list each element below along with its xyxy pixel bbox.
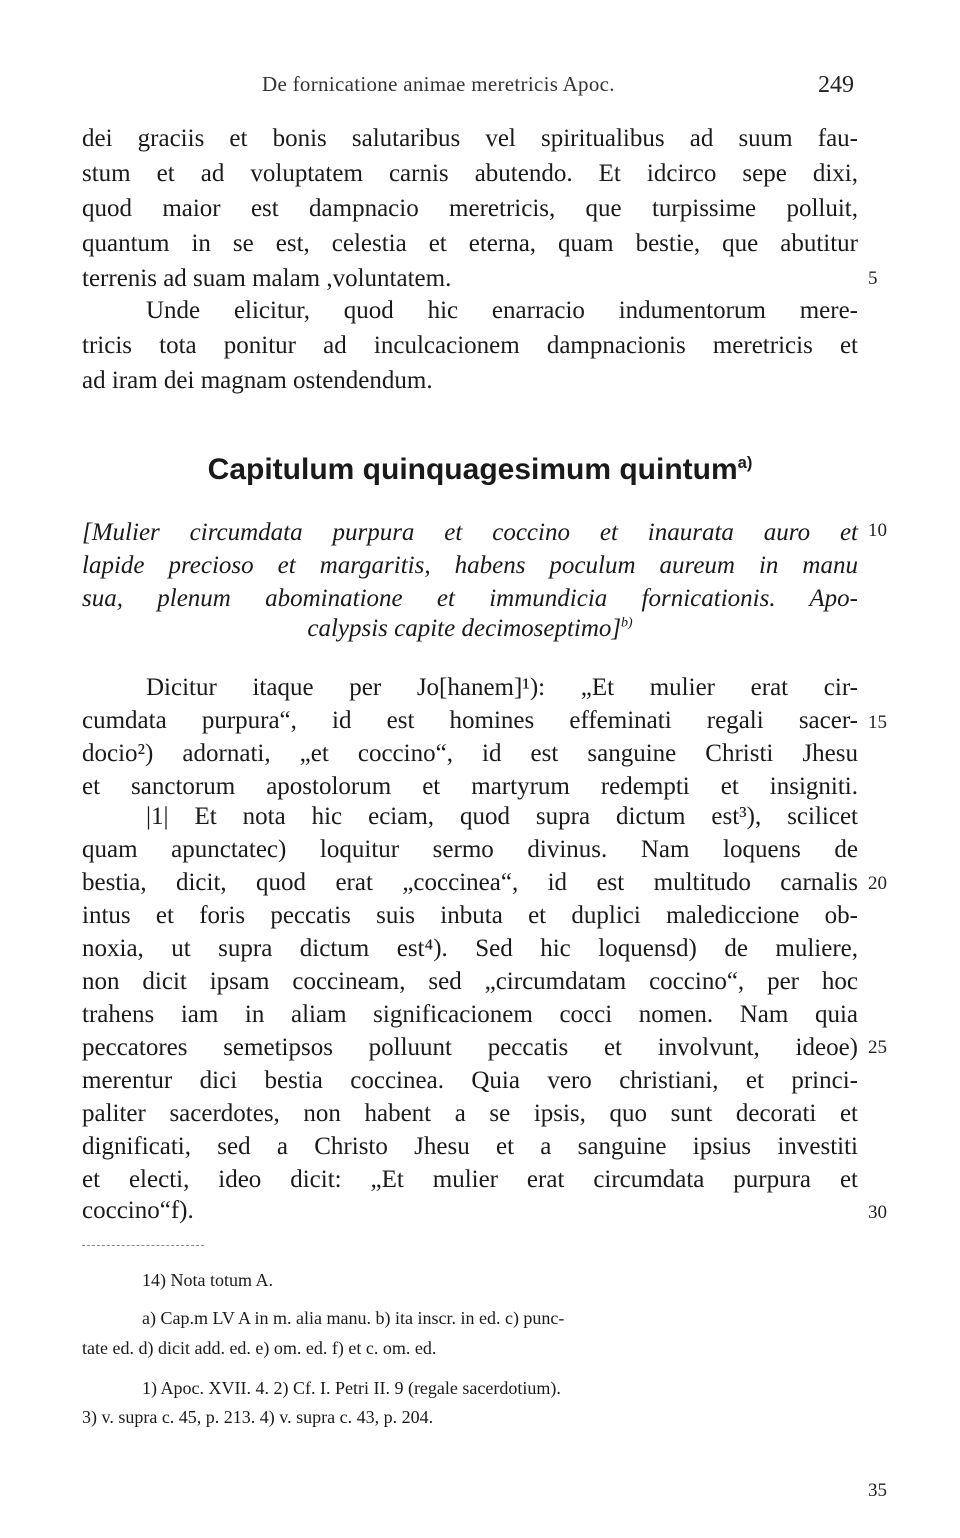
line-number: 5 [868, 268, 878, 289]
text-line: paliter sacerdotes, non habent a se ipsis, quo sunt decorati et [82, 1100, 858, 1127]
text-line: |1| Et nota hic eciam, quod supra dictum est³), scilicet [146, 803, 858, 830]
line-number: 35 [868, 1480, 887, 1501]
text-line: non dicit ipsam coccineam, sed „circumdatam coccino“, per hoc [82, 968, 858, 995]
footnote-ref: b) [621, 614, 633, 630]
footnote-critical: a) Cap.m LV A in m. alia manu. b) ita inscr. in ed. c) punc- [142, 1308, 565, 1328]
footnote-marginal: 14) Nota totum A. [142, 1270, 273, 1290]
text-line: bestia, dicit, quod erat „coccinea“, id est multitudo carnalis [82, 869, 858, 896]
text-line: trahens iam in aliam significacionem cocci nomen. Nam quia [82, 1001, 858, 1028]
footnote-critical: tate ed. d) dicit add. ed. e) om. ed. f) et c. om. ed. [82, 1338, 437, 1358]
line-number: 20 [868, 873, 887, 894]
text-line: et sanctorum apostolorum et martyrum redempti et insigniti. [82, 773, 858, 800]
text-line: docio²) adornati, „et coccino“, id est sanguine Christi Jhesu [82, 740, 858, 767]
text-line: noxia, ut supra dictum est⁴). Sed hic loquensd) de muliere, [82, 935, 858, 962]
text-line: cumdata purpura“, id est homines effeminati regali sacer- [82, 707, 858, 734]
chapter-heading [0, 453, 960, 487]
text-line: terrenis ad suam malam ,voluntatem. [82, 265, 452, 292]
text-line: quantum in se est, celestia et eterna, quam bestie, que abutitur [82, 230, 858, 257]
running-title: De fornicatione animae meretricis Apoc. [262, 72, 615, 96]
text-line: Unde elicitur, quod hic enarracio indumentorum mere- [146, 297, 858, 324]
text-line: tricis tota ponitur ad inculcacionem dampnacionis meretricis et [82, 332, 858, 359]
text-line: dignificati, sed a Christo Jhesu et a sanguine ipsius investiti [82, 1133, 858, 1160]
text-line: coccino“f). [82, 1197, 194, 1224]
page-number: 249 [818, 72, 854, 98]
lemma-line: lapide precioso et margaritis, habens poculum aureum in manu [82, 552, 858, 579]
footnote-source: 1) Apoc. XVII. 4. 2) Cf. I. Petri II. 9 (regale sacerdotium). [142, 1378, 561, 1398]
text-line: intus et foris peccatis suis inbuta et duplici malediccione ob- [82, 902, 858, 929]
line-number: 10 [868, 520, 887, 541]
lemma-line: [Mulier circumdata purpura et coccino et inaurata auro et [82, 519, 858, 546]
text-line: ad iram dei magnam ostendendum. [82, 367, 433, 394]
lemma-line: sua, plenum abominatione et immundicia fornicationis. Apo- [82, 585, 858, 612]
lemma-text: calypsis capite decimoseptimo] [307, 615, 622, 642]
text-line: dei graciis et bonis salutaribus vel spiritualibus ad suum fau- [82, 125, 858, 152]
chapter-heading-text: Capitulum quinquagesimum quintum [207, 453, 738, 486]
text-line: Dicitur itaque per Jo[hanem]¹): „Et mulier erat cir- [146, 674, 858, 701]
footnote-ref: a) [737, 454, 753, 472]
text-line: quod maior est dampnacio meretricis, que turpissime polluit, [82, 195, 858, 222]
text-line: merentur dici bestia coccinea. Quia vero christiani, et princi- [82, 1067, 858, 1094]
lemma-line-last [82, 614, 858, 644]
text-line: peccatores semetipsos polluunt peccatis et involvunt, ideoe) [82, 1034, 858, 1061]
running-header [0, 72, 960, 102]
line-number: 30 [868, 1202, 887, 1223]
text-line: et electi, ideo dicit: „Et mulier erat circumdata purpura et [82, 1166, 858, 1193]
text-line: quam apunctatec) loquitur sermo divinus. Nam loquens de [82, 836, 858, 863]
footnote-source: 3) v. supra c. 45, p. 213. 4) v. supra c. 43, p. 204. [82, 1407, 434, 1427]
text-line: stum et ad voluptatem carnis abutendo. Et idcirco sepe dixi, [82, 160, 858, 187]
line-number: 25 [868, 1037, 887, 1058]
footnote-rule [82, 1245, 204, 1246]
line-number: 15 [868, 712, 887, 733]
